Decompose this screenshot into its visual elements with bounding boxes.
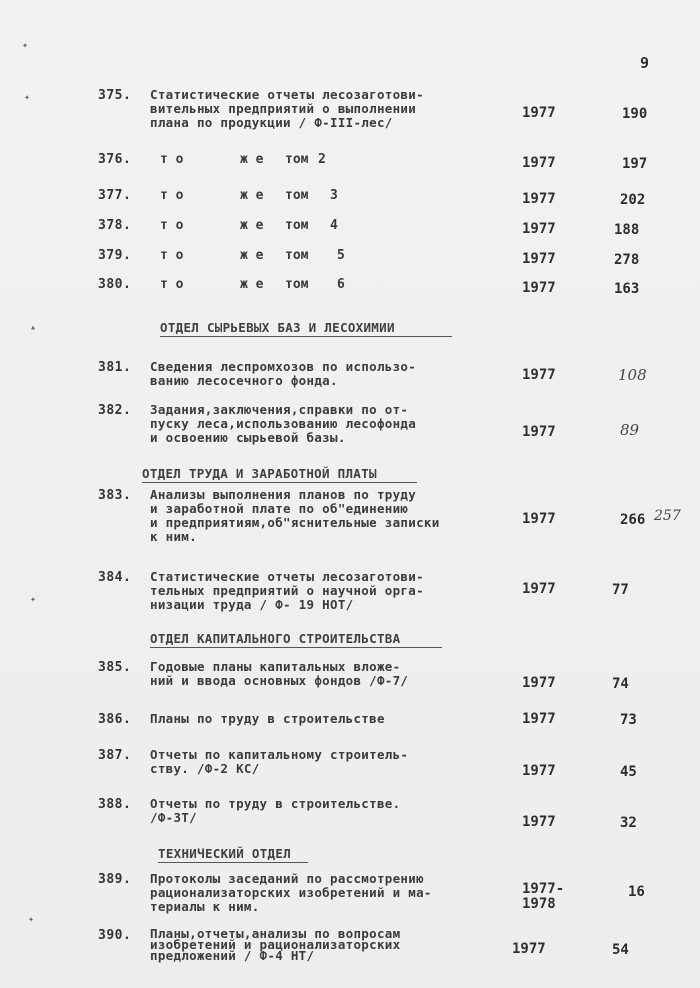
entry-count-correction: 257 bbox=[654, 508, 681, 524]
entry-year: 1977 bbox=[522, 191, 556, 207]
entry-description: Планы по труду в строительстве bbox=[150, 711, 385, 726]
page-number: 9 bbox=[640, 54, 650, 72]
entry-year: 1977 bbox=[522, 511, 556, 527]
entry-description: Сведения леспромхозов по использо- ванию лесосечного фонда. bbox=[150, 359, 417, 388]
section-heading: ТЕХНИЧЕСКИЙ ОТДЕЛ bbox=[158, 846, 308, 863]
entry-number: 375. bbox=[98, 88, 132, 103]
entry-year: 1977 bbox=[522, 711, 556, 727]
entry-description: Анализы выполнения планов по труду и заработной плате по об"единению и предприятиям,об"яснительные записки к ним. bbox=[150, 487, 440, 544]
entry-number: 385. bbox=[98, 660, 132, 675]
entry-number: 382. bbox=[98, 403, 132, 418]
entry-year: 1977 bbox=[512, 941, 546, 957]
entry-year: 1977 bbox=[522, 763, 556, 779]
entry-number: 389. bbox=[98, 872, 132, 887]
document-page: 9 375. Статистические отчеты лесозаготови- вительных предприятий о выполнении плана по продукции / Ф-III-лес/ 1977 190 376. т о ж е том 2 1977 197 377. т о ж е том 3 1977 202 378. т о ж е том 4 1977 188 379. т о ж е том 5 1977 278 380. т о ж е том 6 1977 163 ОТДЕЛ СЫРЬЕВЫХ БАЗ И ЛЕСОХИМИИ 381. Сведения леспромхозов по использо- ванию лесосечного фонда. 1977 108 382. Задания,заключения,справки по от- пуску леса,использованию лесофонда и освоению сырьевой базы. 1977 89 ОТДЕЛ ТРУДА И ЗАРАБОТНОЙ ПЛАТЫ 383. Анализы выполнения планов по труду и заработной плате по об"единению и предприятиям,об"яснительные записки к ним. 1977 266 257 384. Статистические отчеты лесозаготови- тельных предприятий о научной орга- низации труда / Ф- 19 НОТ/ 1977 77 ОТДЕЛ КАПИТАЛЬНОГО СТРОИТЕЛЬСТВА 385. Годовые планы капитальных вложе- ний и ввода основных фондов /Ф-7/ 1977 74 386. Планы по труду в строительстве 1977 73 387. Отчеты по капитальному строитель- ству. /Ф-2 КС/ 1977 45 388. Отчеты по труду в строительстве. /Ф-3Т/ 1977 32 ТЕХНИЧЕСКИЙ ОТДЕЛ 389. Протоколы заседаний по рассмотрению рационализаторских изобретений и ма- териалы к ним. 1977- 1978 16 390. Планы,отчеты,анализы по вопросам изобретений и рационализаторских предложений / Ф-4 НТ/ 1977 54 ✦ ✦ ▴ ✦ ✦ bbox=[0, 0, 700, 988]
entry-number: 376. bbox=[98, 152, 132, 167]
entry-count: 188 bbox=[614, 222, 640, 238]
entry-count: 190 bbox=[622, 106, 648, 122]
entry-number: 380. bbox=[98, 277, 132, 292]
entry-number: 388. bbox=[98, 797, 132, 812]
entry-description: Статистические отчеты лесозаготови- тельных предприятий о научной орга- низации труда / Ф- 19 НОТ/ bbox=[150, 569, 424, 612]
entry-year: 1977 bbox=[522, 221, 556, 237]
entry-number: 386. bbox=[98, 712, 132, 727]
entry-description: Годовые планы капитальных вложе- ний и ввода основных фондов /Ф-7/ bbox=[150, 659, 409, 688]
entry-year: 1977 bbox=[522, 581, 556, 597]
entry-number: 390. bbox=[98, 928, 132, 943]
entry-year: 1977 bbox=[522, 814, 556, 830]
entry-count: 197 bbox=[622, 156, 648, 172]
entry-count: 202 bbox=[620, 192, 646, 208]
entry-count: 16 bbox=[628, 884, 645, 900]
entry-number: 387. bbox=[98, 748, 132, 763]
entry-count: 73 bbox=[620, 712, 637, 728]
entry-number: 377. bbox=[98, 188, 132, 203]
entry-year: 1977 bbox=[522, 280, 556, 296]
entry-year: 1977 bbox=[522, 424, 556, 440]
section-heading: ОТДЕЛ ТРУДА И ЗАРАБОТНОЙ ПЛАТЫ bbox=[142, 466, 417, 483]
entry-description: Планы,отчеты,анализы по вопросам изобретений и рационализаторских предложений / Ф-4 НТ/ bbox=[150, 926, 401, 963]
entry-number: 379. bbox=[98, 248, 132, 263]
entry-year: 1977 bbox=[522, 367, 556, 383]
entry-count: 32 bbox=[620, 815, 637, 831]
entry-description: Отчеты по труду в строительстве. /Ф-3Т/ bbox=[150, 796, 401, 825]
entry-description: Отчеты по капитальному строитель- ству. /Ф-2 КС/ bbox=[150, 747, 409, 776]
section-heading: ОТДЕЛ КАПИТАЛЬНОГО СТРОИТЕЛЬСТВА bbox=[150, 631, 442, 648]
entry-description: Задания,заключения,справки по от- пуску леса,использованию лесофонда и освоению сырьевой базы. bbox=[150, 402, 417, 445]
entry-count: 163 bbox=[614, 281, 640, 297]
entry-year: 1977 bbox=[522, 155, 556, 171]
scan-mark: ▴ bbox=[30, 322, 37, 333]
entry-count: 77 bbox=[612, 582, 629, 598]
entry-year: 1977 bbox=[522, 675, 556, 691]
entry-count: 266 bbox=[620, 512, 646, 528]
scan-mark: ✦ bbox=[28, 914, 35, 925]
entry-count: 89 bbox=[620, 421, 640, 439]
entry-number: 378. bbox=[98, 218, 132, 233]
entry-year: 1977- 1978 bbox=[522, 881, 565, 912]
scan-mark: ✦ bbox=[30, 594, 37, 605]
entry-number: 381. bbox=[98, 360, 132, 375]
entry-description: Протоколы заседаний по рассмотрению рационализаторских изобретений и ма- териалы к ним. bbox=[150, 871, 432, 914]
entry-number: 383. bbox=[98, 488, 132, 503]
scan-mark: ✦ bbox=[24, 92, 31, 103]
entry-year: 1977 bbox=[522, 251, 556, 267]
section-heading: ОТДЕЛ СЫРЬЕВЫХ БАЗ И ЛЕСОХИМИИ bbox=[160, 320, 452, 337]
entry-count: 108 bbox=[618, 366, 647, 384]
entry-year: 1977 bbox=[522, 105, 556, 121]
entry-count: 278 bbox=[614, 252, 640, 268]
entry-count: 74 bbox=[612, 676, 629, 692]
entry-description: Статистические отчеты лесозаготови- вительных предприятий о выполнении плана по продукции / Ф-III-лес/ bbox=[150, 87, 424, 130]
entry-count: 54 bbox=[612, 942, 629, 958]
entry-number: 384. bbox=[98, 570, 132, 585]
scan-mark: ✦ bbox=[22, 40, 29, 51]
entry-count: 45 bbox=[620, 764, 637, 780]
